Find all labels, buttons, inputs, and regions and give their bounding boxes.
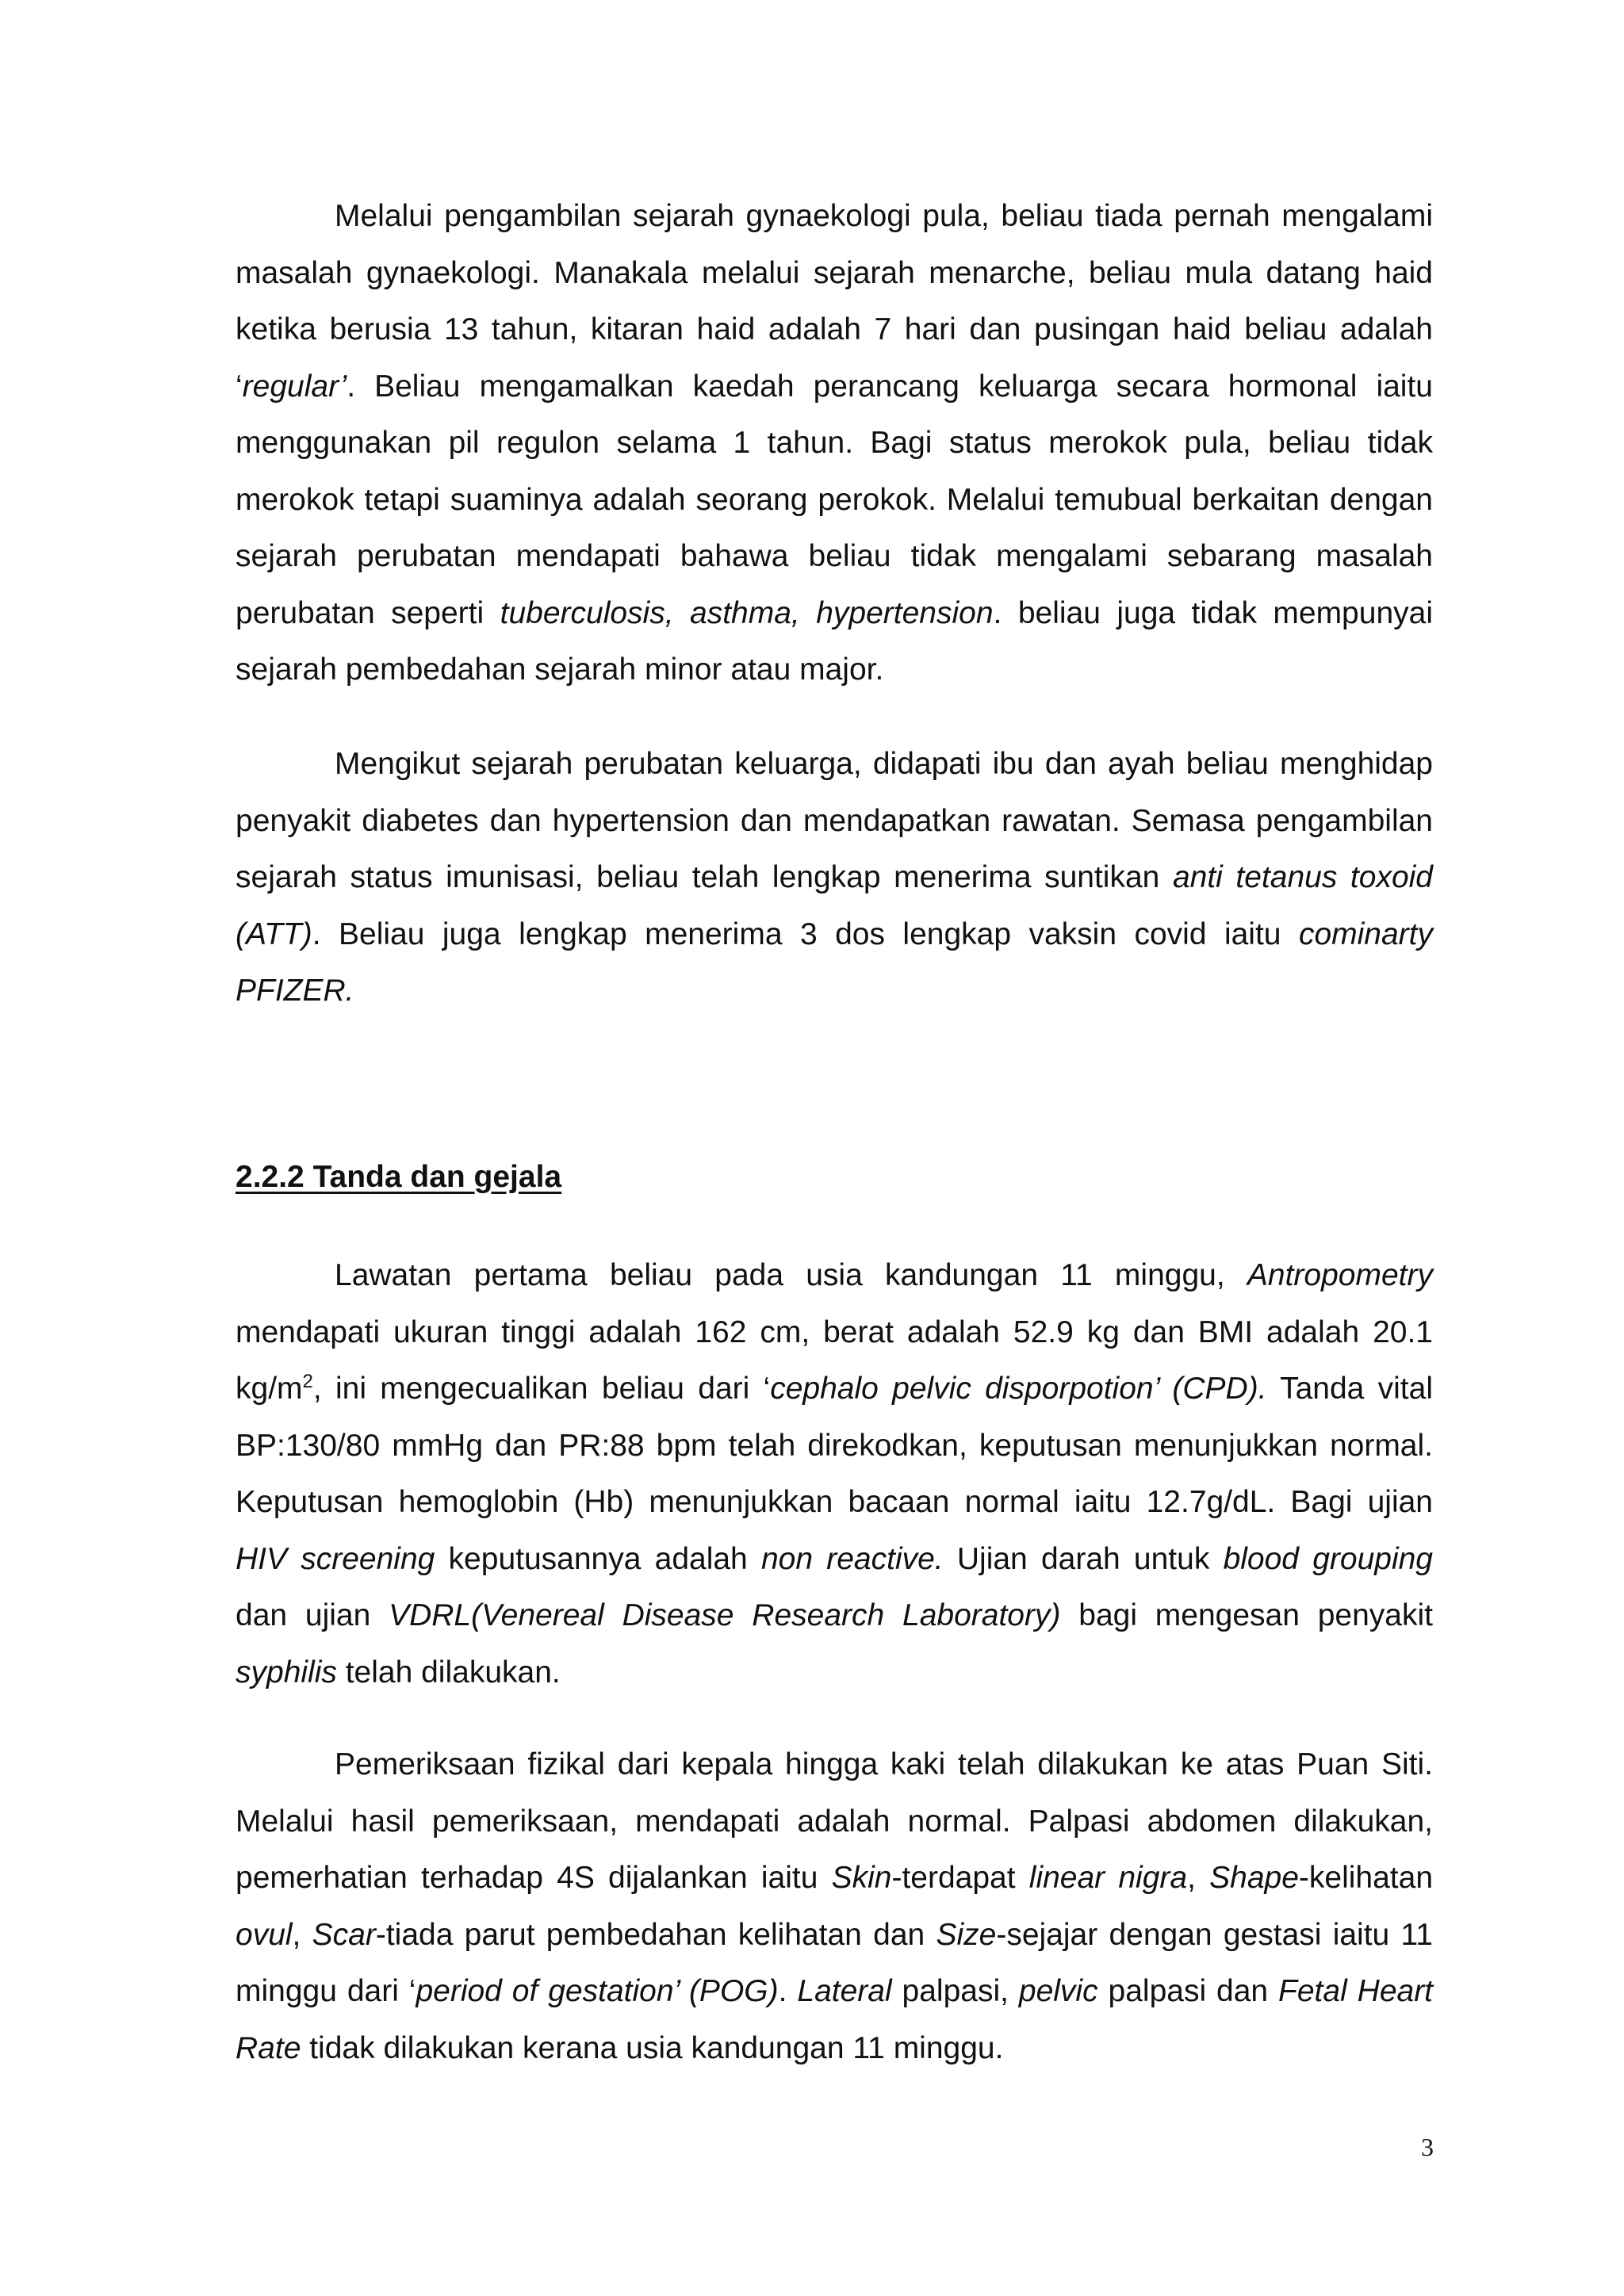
text-run: Pemeriksaan fizikal dari kepala hingga kaki telah dilakukan ke atas Puan Siti. Melalui hasil pemeriksaan, mendapati adalah normal. Palpasi abdomen dilakukan, pemerhatian terhadap 4S dijalankan iaitu (236, 1747, 1433, 1895)
text-run: , (1187, 1861, 1210, 1895)
text-run: -terdapat (891, 1861, 1029, 1895)
text-run: , (292, 1917, 312, 1952)
text-run: palpasi, (891, 1974, 1019, 2008)
italic-text: cominarty PFIZER. (236, 916, 1433, 1008)
italic-text: Antropometry (1247, 1258, 1433, 1292)
text-run: Ujian darah untuk (943, 1541, 1224, 1576)
italic-text: linear nigra (1028, 1861, 1188, 1895)
italic-text: tuberculosis, asthma, hypertension (500, 595, 994, 630)
italic-text: Scar (312, 1917, 376, 1952)
text-run: telah dilakukan. (336, 1655, 561, 1689)
italic-text: regular’ (242, 369, 347, 404)
italic-text: anti tetanus toxoid (ATT) (236, 860, 1434, 951)
italic-text: period of gestation’ (POG) (416, 1974, 779, 2008)
text-run: -sejajar dengan gestasi iaitu 11 minggu dari ‘ (236, 1917, 1433, 2008)
text-run: palpasi dan (1097, 1974, 1279, 2008)
text-run: . Beliau mengamalkan kaedah perancang keluarga secara hormonal iaitu menggunakan pil regulon selama 1 tahun. Bagi status merokok pula, beliau tidak merokok tetapi suaminya adalah seorang perokok. Melalui temubual berkaitan dengan sejarah perubatan mendapati bahawa beliau tidak mengalami sebarang masalah perubatan seperti (236, 369, 1433, 630)
paragraph-gynaecology-history (236, 188, 1433, 698)
italic-text: Skin (831, 1861, 892, 1895)
text-run: tidak dilakukan kerana usia kandungan 11 minggu. (301, 2030, 1004, 2065)
italic-text: syphilis (236, 1655, 337, 1689)
italic-text: HIV screening (236, 1541, 435, 1576)
page-number: 3 (1421, 2133, 1434, 2161)
italic-text: cephalo pelvic disporpotion’ (CPD). (770, 1372, 1267, 1406)
text-run: . Beliau juga lengkap menerima 3 dos lengkap vaksin covid iaitu (312, 916, 1299, 951)
text-run: mendapati ukuran tinggi adalah 162 cm, berat adalah 52.9 kg dan BMI adalah 20.1 kg/m (236, 1314, 1433, 1406)
italic-text: Fetal Heart Rate (236, 1974, 1434, 2065)
italic-text: Size (936, 1917, 997, 1952)
text-run: , ini mengecualikan beliau dari ‘ (312, 1372, 771, 1406)
text-run: Mengikut sejarah perubatan keluarga, didapati ibu dan ayah beliau menghidap penyakit diabetes dan hypertension dan mendapatkan rawatan. Semasa pengambilan sejarah status imunisasi, beliau telah lengkap menerima suntikan (236, 747, 1433, 894)
text-run: bagi mengesan penyakit (1060, 1598, 1433, 1632)
text-run: Lawatan pertama beliau pada usia kandungan 11 minggu, (335, 1258, 1247, 1292)
italic-text: Shape (1209, 1861, 1299, 1895)
text-run: -tiada parut pembedahan kelihatan dan (375, 1917, 936, 1952)
italic-text: blood grouping (1223, 1541, 1433, 1576)
text-run: -kelihatan (1298, 1861, 1434, 1895)
text-run: . (778, 1974, 798, 2008)
text-run: keputusannya adalah (435, 1541, 761, 1576)
italic-text: ovul (236, 1917, 293, 1952)
text-run: Tanda vital BP:130/80 mmHg dan PR:88 bpm telah direkodkan, keputusan menunjukkan normal. Keputusan hemoglobin (Hb) menunjukkan bacaan normal iaitu 12.7g/dL. Bagi ujian (236, 1372, 1433, 1519)
section-heading: 2.2.2 Tanda dan gejala (236, 1160, 562, 1194)
superscript: 2 (302, 1371, 313, 1392)
text-run: Melalui pengambilan sejarah gynaekologi pula, beliau tiada pernah mengalami masalah gynaekologi. Manakala melalui sejarah menarche, beliau mula datang haid ketika berusia 13 tahun, kitaran haid adalah 7 hari dan pusingan haid beliau adalah ‘ (236, 199, 1433, 404)
paragraph-family-history (236, 736, 1433, 1020)
italic-text: pelvic (1018, 1974, 1098, 2008)
text-run: dan ujian (236, 1598, 389, 1632)
paragraph-first-visit (236, 1247, 1433, 1701)
italic-text: Lateral (797, 1974, 892, 2008)
italic-text: VDRL(Venereal Disease Research Laboratory) (389, 1598, 1061, 1632)
italic-text: non reactive. (760, 1541, 944, 1576)
paragraph-physical-exam (236, 1736, 1433, 2076)
text-run: . beliau juga tidak mempunyai sejarah pembedahan sejarah minor atau major. (236, 595, 1433, 687)
